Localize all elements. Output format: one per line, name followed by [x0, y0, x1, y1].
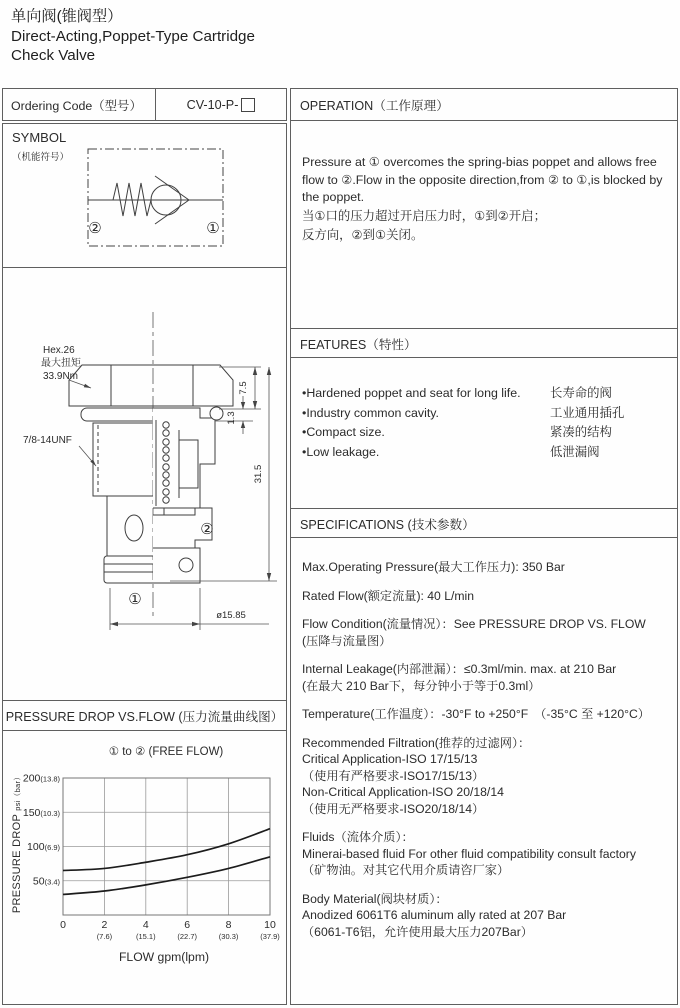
feature-zh: 低泄漏阀 — [550, 444, 600, 459]
valve-body-outline — [69, 365, 233, 583]
spec-line: Body Material(阀块材质）： — [302, 891, 448, 906]
symbol-port-1-label: ① — [206, 220, 220, 237]
spec-max-pressure — [302, 559, 669, 576]
feature-zh: 紧凑的结构 — [550, 425, 612, 439]
spec-temperature — [302, 706, 669, 723]
spec-line: （使用有严格要求-ISO17/15/13） — [302, 768, 485, 783]
spec-line: Minerai-based fluid For other fluid compatibility consult factory — [302, 846, 636, 861]
chart-section-header — [2, 700, 287, 731]
spec-internal-leakage — [302, 661, 669, 694]
y-tick-label: 100(6.9) — [27, 841, 60, 853]
dim-diameter-label: ø15.85 — [216, 610, 246, 621]
dim-1-3-label: 1.3 — [226, 411, 237, 425]
x-tick-label: 10 — [264, 919, 276, 931]
page-title — [11, 7, 255, 66]
thread-callout: 7/8-14UNF — [23, 435, 72, 446]
features-content — [290, 357, 678, 509]
y-tick-label: 200(13.8) — [22, 772, 60, 785]
spec-line: Rated Flow(额定流量): 40 L/min — [302, 588, 475, 603]
spec-fluids — [302, 829, 669, 879]
feature-item — [302, 423, 668, 443]
valve-cross-section-drawing — [3, 268, 286, 700]
y-tick-label: 50(3.4) — [32, 875, 60, 888]
spec-line: （矿物油。对其它代用介质请咨厂家） — [302, 863, 510, 877]
operation-content — [290, 120, 678, 329]
chart-y-axis-units: psi（bar） — [13, 772, 22, 811]
symbol-port-2-label: ② — [88, 220, 102, 237]
page-title-zh: 单向阀(锥阀型） — [11, 8, 123, 25]
feature-item — [302, 384, 668, 404]
ordering-code-label: Ordering Code（型号） — [11, 98, 142, 113]
drawing-port-2-label: ② — [200, 521, 214, 538]
spec-line: Temperature(工作温度）：-30°F to +250°F （-35°C 至 +120°C） — [302, 707, 650, 721]
drawing-section — [2, 267, 287, 701]
ordering-code-cell — [155, 89, 286, 120]
specifications-title: SPECIFICATIONS (技术参数） — [300, 517, 475, 532]
feature-en: •Low leakage. — [302, 444, 380, 459]
spec-line: Max.Operating Pressure(最大工作压力): 350 Bar — [302, 560, 565, 574]
features-title: FEATURES（特性） — [300, 337, 417, 352]
lower-curve — [63, 857, 270, 895]
feature-en: •Industry common cavity. — [302, 405, 440, 420]
x-tick-sublabel: (30.3) — [218, 932, 239, 941]
feature-item — [302, 404, 668, 424]
chart-x-axis-label: FLOW gpm(lpm) — [118, 950, 210, 964]
chart-section-title: PRESSURE DROP VS.FLOW (压力流量曲线图） — [5, 710, 284, 724]
hex-callout-line3: 33.9Nm — [43, 371, 79, 382]
spec-line: Critical Application-ISO 17/15/13 — [302, 752, 478, 766]
section-detail — [153, 407, 223, 583]
x-tick-sublabel: (15.1) — [136, 932, 156, 941]
spec-line: Anodized 6061T6 aluminum ally rated at 207 Bar — [302, 908, 567, 922]
page-title-en-line1: Direct-Acting,Poppet-Type Cartridge — [11, 27, 255, 45]
operation-paragraph-en: Pressure at ① overcomes the spring-bias poppet and allows free flow to ②.Flow in the opposite direction,from ② to ①,is blocked by the poppet. — [302, 155, 663, 204]
spec-line: Recommended Filtration(推荐的过滤网）： — [302, 735, 531, 750]
spec-line: (在最大 210 Bar下，每分钟小于等于0.3ml） — [302, 678, 541, 693]
spec-line: Non-Critical Application-ISO 20/18/14 — [302, 785, 504, 799]
hex-callout-line1: Hex.26 — [43, 345, 75, 356]
dim-7-5-label: 7.5 — [238, 381, 249, 395]
x-tick-label: 8 — [225, 919, 232, 931]
x-tick-label: 2 — [101, 919, 108, 931]
page-title-en-line2: Check Valve — [11, 47, 96, 64]
spec-line: Flow Condition(流量情况）：See PRESSURE DROP VS. FLOW — [302, 617, 646, 631]
feature-zh: 长寿命的阀 — [550, 386, 612, 400]
dim-31-5-label: 31.5 — [253, 464, 264, 484]
poppet-seat-upper — [155, 176, 189, 200]
bottom-notch — [179, 558, 193, 572]
symbol-border — [88, 149, 223, 246]
ordering-code-value: CV-10-P- — [186, 97, 239, 112]
features-header — [290, 328, 678, 358]
spec-line: （6061-T6铝，允许使用最大压力207Bar） — [302, 924, 533, 939]
hex-head — [69, 365, 233, 406]
spec-line: (压降与流量图） — [302, 633, 392, 648]
x-tick-sublabel: (7.6) — [96, 932, 113, 941]
cross-hole — [125, 515, 143, 541]
x-tick-sublabel: (22.7) — [177, 932, 197, 941]
spec-rated-flow — [302, 588, 669, 605]
code-placeholder-box — [241, 98, 255, 112]
drawing-port-1-label: ① — [128, 591, 142, 608]
y-tick-label: 150(10.3) — [22, 806, 60, 819]
spec-line: Fluids（流体介质）： — [302, 830, 414, 844]
operation-header — [290, 88, 678, 121]
operation-line-zh2: 反方向，②到①关闭。 — [302, 227, 424, 242]
spec-line: Internal Leakage(内部泄漏）：≤0.3ml/min. max. at 210 Bar — [302, 662, 617, 676]
chart-title: ① to ② (FREE FLOW) — [108, 746, 224, 758]
feature-en: •Compact size. — [302, 425, 385, 439]
hex-callout-line2: 最大扭矩 — [41, 358, 81, 369]
spec-filtration — [302, 735, 669, 818]
x-tick-label: 6 — [184, 919, 191, 931]
x-tick-label: 4 — [142, 919, 149, 931]
spec-flow-condition — [302, 616, 669, 649]
x-tick-label: 0 — [60, 919, 66, 931]
x-tick-sublabel: (37.9) — [260, 932, 280, 941]
symbol-section-title: SYMBOL — [12, 130, 67, 145]
ordering-code-row — [2, 88, 287, 121]
poppet-seat-lower — [155, 200, 189, 224]
operation-title: OPERATION（工作原理） — [300, 99, 449, 113]
feature-zh: 工业通用插孔 — [550, 405, 625, 420]
specifications-content — [290, 537, 678, 1005]
check-valve-symbol-diagram — [3, 124, 286, 267]
spec-body-material — [302, 891, 669, 941]
upper-curve — [63, 829, 270, 871]
chart-y-axis-label-main: PRESSURE DROP — [11, 814, 23, 914]
spec-line: （使用无严格要求-ISO20/18/14） — [302, 801, 485, 816]
feature-item — [302, 443, 668, 463]
operation-line-zh1: 当①口的压力超过开启压力时，①到②开启； — [302, 208, 546, 223]
chart-panel — [2, 730, 287, 1005]
feature-en: •Hardened poppet and seat for long life. — [302, 386, 521, 400]
specifications-header — [290, 508, 678, 538]
symbol-section — [2, 123, 287, 268]
symbol-section-subtitle: （机能符号） — [12, 152, 70, 163]
